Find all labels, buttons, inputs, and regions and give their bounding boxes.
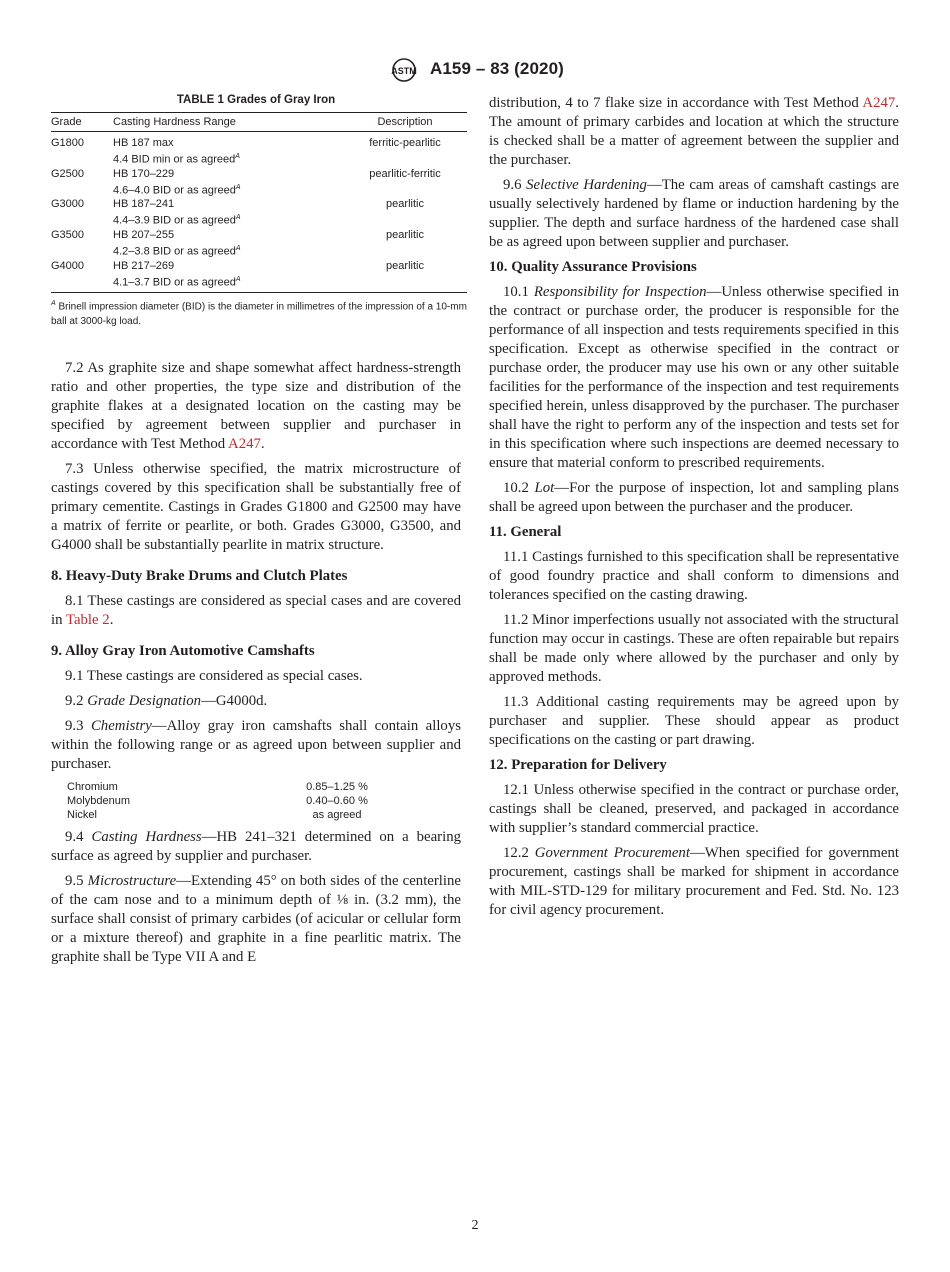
hardness-cell: HB 217–269 4.1–3.7 BID or as agreed$^A$ — [113, 259, 343, 293]
paragraph-9-6: 9.6 Selective Hardening—The cam areas of camshaft castings are usually selectively hardened by flame or induction hardening by the supplier. The depth and surface hardness of the hardened case shall be as agreed upon between supplier and purchaser. — [489, 177, 900, 250]
section-11-heading: 11. General — [489, 524, 562, 540]
astm-logo-text: ASTM — [391, 66, 417, 76]
page-header — [0, 58, 950, 84]
paragraph-7-3: 7.3 Unless otherwise specified, the matrix microstructure of castings covered by this specification shall be substantially free of primary cementite. Castings in Grades G1800 and G2500 may have a matrix of ferrite or pearlite, or both. Grades G3000, G3500, and G4000 shall be substantially pearlite in matrix structure. — [51, 460, 461, 553]
description-cell: pearlitic — [343, 259, 467, 293]
paragraph-9-4: 9.4 Casting Hardness—HB 241–321 determined on a bearing surface as agreed by supplier and purchaser. — [51, 828, 461, 864]
grade-cell: G2500 — [51, 167, 85, 180]
astm-logo-icon — [385, 58, 423, 82]
right-column — [489, 94, 899, 926]
link-table-2[interactable]: Table 2 — [65, 611, 110, 628]
document-designation: A159 – 83 (2020) — [430, 59, 564, 78]
element-value: 0.85–1.25 % — [306, 780, 368, 793]
column-header: Grade — [51, 113, 113, 132]
table-1-title: TABLE 1 Grades of Gray Iron — [176, 94, 336, 106]
section-8-heading: 8. Heavy-Duty Brake Drums and Clutch Plates — [51, 567, 348, 584]
description-cell: pearlitic — [386, 198, 424, 211]
hardness-cell: HB 187 max 4.4 BID min or as agreed$^A$ — [113, 137, 240, 166]
table-row — [67, 794, 397, 808]
element-name: Molybdenum — [67, 794, 130, 807]
hardness-cell: HB 207–255 4.2–3.8 BID or as agreed$^A$ — [113, 228, 241, 258]
paragraph-11-1: 11.1 Castings furnished to this specification shall be representative of good foundry practice and shall conform to dimensions and tolerances specified on the casting drawing. — [489, 549, 899, 603]
description-cell: pearlitic — [386, 228, 424, 241]
grade-cell: G3000 — [51, 198, 85, 211]
paragraph-8-1: 8.1 These castings are considered as special cases and are covered in Table 2. — [51, 592, 461, 628]
section-10-heading: 10. Quality Assurance Provisions — [489, 259, 697, 275]
paragraph-9-3: 9.3 Chemistry—Alloy gray iron camshafts shall contain alloys within the following range or as agreed upon between supplier and purchaser. — [51, 717, 461, 772]
section-12-heading: 12. Preparation for Delivery — [489, 757, 667, 773]
table-row — [51, 197, 467, 228]
link-a247[interactable]: A247 — [862, 95, 896, 111]
hardness-cell: HB 170–229 4.6–4.0 BID or as agreed$^A$ — [113, 167, 241, 197]
paragraph-7-2: 7.2 As graphite size and shape somewhat affect hardness-strength ratio and other properties, the type size and distribution of the graphite flakes at a designated location on the casting may be specified by agreement between supplier and purchaser in accordance with Test Method A247. — [51, 359, 461, 452]
column-header: Description — [343, 113, 467, 132]
page-number: 2 — [471, 1218, 479, 1233]
section-9-heading: 9. Alloy Gray Iron Automotive Camshafts — [51, 642, 315, 659]
link-a247[interactable]: A247 — [228, 435, 261, 452]
left-column — [51, 94, 467, 973]
table-footnote: $^A$ Brinell impression diameter (BID) is the diameter in millimetres of the impression of a 10-mm ball at 3000-kg load. — [51, 300, 467, 327]
element-value: as agreed — [312, 808, 362, 821]
table-header-row — [51, 113, 467, 132]
table-row — [51, 132, 467, 167]
paragraph-11-3: 11.3 Additional casting requirements may be agreed upon by purchaser and supplier. These should appear as product specifications on the casting or part drawing. — [489, 694, 899, 748]
description-cell: pearlitic-ferritic — [369, 167, 441, 180]
grade-cell: G3500 — [51, 228, 85, 241]
hardness-cell: HB 187–241 4.4–3.9 BID or as agreed$^A$ — [113, 198, 241, 227]
paragraph-12-1: 12.1 Unless otherwise specified in the contract or purchase order, castings shall be cleaned, preserved, and packaged in accordance with supplier’s standard commercial practice. — [489, 782, 899, 836]
paragraph-11-2: 11.2 Minor imperfections usually not associated with the structural function may occur in castings. These are often repairable but repairs shall be made only where allowed by the purchaser and only by approved methods. — [489, 612, 900, 685]
table-row — [67, 780, 397, 794]
grade-cell: G1800 — [51, 137, 85, 149]
element-name: Chromium — [67, 780, 118, 793]
paragraph-12-2: 12.2 Government Procurement—When specified for government procurement, castings shall be marked for shipment in accordance with MIL-STD-129 for military procurement and Fed. Std. No. 123 for civil agency procurement. — [489, 845, 900, 918]
paragraph-9-5: 9.5 Microstructure—Extending 45° on both sides of the centerline of the cam nose and to a minimum depth of ⅛ in. (3.2 mm), the surface shall consist of primary carbides (of acicular or cellular form or a mixture thereof) and graphite in a fine pearlitic matrix. The graphite shall be Type VII A and E — [51, 872, 461, 965]
paragraph-10-2: 10.2 Lot—For the purpose of inspection, lot and sampling plans shall be agreed upon between the purchaser and the producer. — [489, 480, 900, 515]
table-row — [51, 228, 467, 259]
paragraph-9-5-continued: distribution, 4 to 7 flake size in accordance with Test Method A247. The amount of primary carbides and location at which the structure is checked shall be a matter of agreement between the supplier and the purchaser. — [489, 95, 899, 168]
description-cell: ferritic-pearlitic — [369, 137, 441, 149]
paragraph-9-1: 9.1 These castings are considered as special cases. — [65, 667, 363, 684]
table-row — [51, 259, 467, 293]
element-name: Nickel — [67, 808, 97, 821]
paragraph-10-1: 10.1 Responsibility for Inspection—Unless otherwise specified in the contract or purchase order, the producer is responsible for the performance of all inspection and tests requirements specified in this specification. Except as otherwise specified in the contract or purchase order, the producer may use his own or any other suitable facilities for the performance of the inspection and test requirements specified herein, unless disapproved by the purchaser. The purchaser shall have the right to perform any of the inspection and tests set for in this specification where such inspections are deemed necessary to ensure that material conform to prescribed requirements. — [489, 284, 899, 471]
grades-table — [51, 112, 467, 293]
chemistry-table — [67, 780, 397, 822]
element-value: 0.40–0.60 % — [306, 794, 368, 807]
column-header: Casting Hardness Range — [113, 113, 343, 132]
table-row — [51, 167, 467, 198]
grade-cell: G4000 — [51, 259, 113, 293]
paragraph-9-2: 9.2 Grade Designation—G4000d. — [65, 692, 268, 709]
table-row — [67, 808, 397, 822]
